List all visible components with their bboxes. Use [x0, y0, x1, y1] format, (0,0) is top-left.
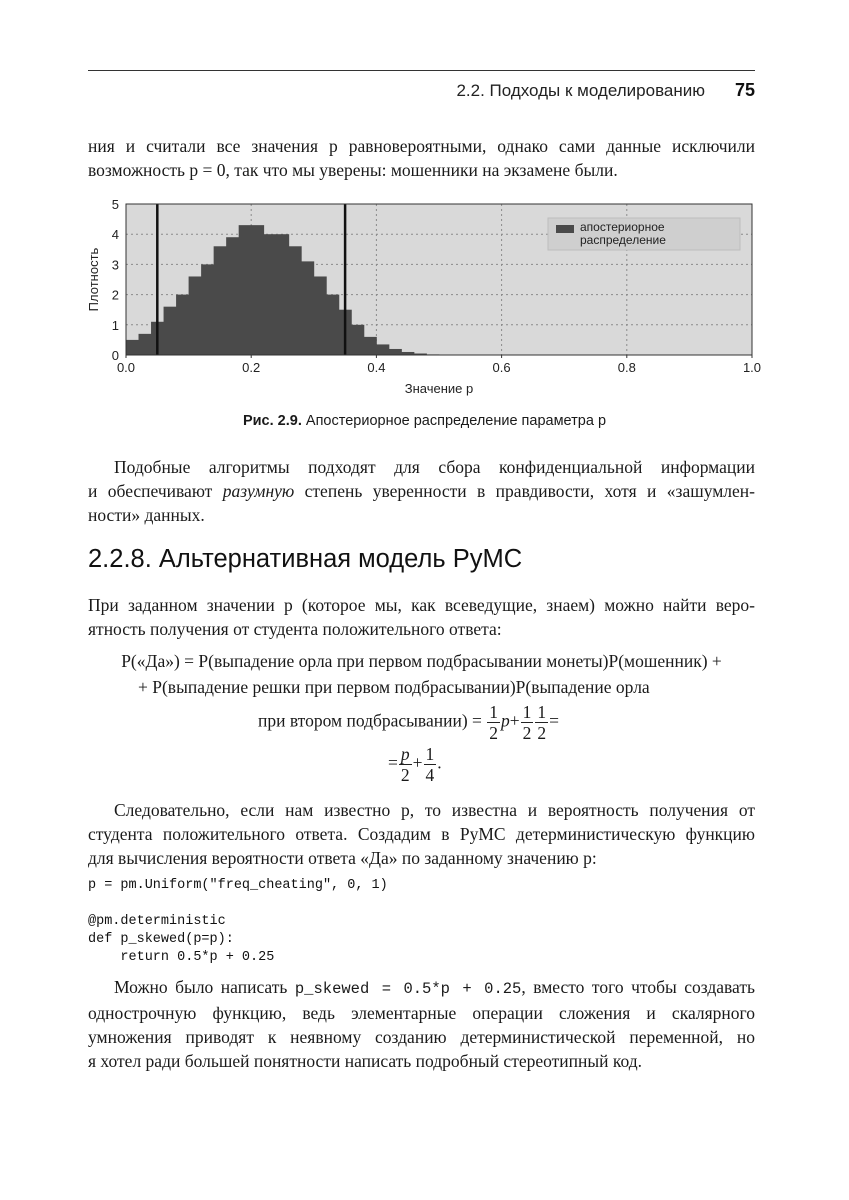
- fraction-half-a: $\frac{1}{2}$: [522, 702, 532, 743]
- para2-line-1: Подобные алгоритмы подходят для сбора конфиденциальной информации: [114, 457, 755, 477]
- formula-line-4: = $\frac{p}{2}$ + $\frac{1}{4}$ .: [388, 744, 442, 785]
- histogram-bar: [376, 344, 389, 355]
- y-tick-label: 2: [111, 287, 119, 303]
- y-tick-label: 0: [111, 348, 119, 363]
- posterior-histogram-chart: [82, 192, 762, 407]
- histogram-bar: [226, 237, 239, 355]
- histogram-bar: [251, 225, 264, 355]
- para5-line-1: [88, 975, 755, 1001]
- y-tick-label: 4: [111, 227, 119, 243]
- fraction-quarter: $\frac{1}{4}$: [425, 744, 435, 785]
- formula-var-p: p: [501, 710, 510, 731]
- para5-line-1a: Можно было написать: [114, 977, 295, 997]
- para5-line-1b: , вместо того чтобы создавать: [521, 977, 755, 997]
- para2-line-3: ности» данных.: [88, 505, 205, 525]
- paragraph-given-p: [88, 593, 755, 641]
- histogram-bar: [389, 349, 402, 355]
- para5-line-2: однострочную функцию, ведь элементарные операции сложения и скалярного: [88, 1003, 755, 1023]
- code-block: p = pm.Uniform("freq_cheating", 0, 1) @pm.deterministic def p_skewed(p=p): return 0.5*p + 0.25: [88, 878, 388, 965]
- histogram-bar: [239, 225, 252, 355]
- histogram-bar: [139, 334, 152, 355]
- histogram-bar: [351, 325, 364, 355]
- page-number: 75: [734, 80, 755, 100]
- x-tick-label: 0.4: [367, 360, 386, 375]
- paragraph-inline-alternative: [88, 975, 755, 1073]
- x-tick-label: 1.0: [742, 360, 762, 375]
- x-tick-label: 0.2: [242, 360, 261, 375]
- histogram-bar: [201, 264, 214, 355]
- histogram-bar: [326, 295, 339, 355]
- x-tick-label: 0.6: [492, 360, 511, 375]
- formula-line-3-text: при втором подбрасывании) =: [258, 710, 487, 731]
- x-tick-label: 0.0: [116, 360, 136, 375]
- para2-line-2b: степень уверенности в правдивости, хотя и «зашумлен-: [294, 481, 755, 501]
- y-axis-label: Плотность: [86, 247, 101, 312]
- x-tick-label: 0.8: [617, 360, 636, 375]
- fraction-p-over-2: $\frac{p}{2}$: [400, 744, 410, 785]
- legend-label: апостериорное: [580, 220, 665, 234]
- para3-line-2: ятность получения от студента положительного ответа:: [88, 619, 502, 639]
- figure-caption: [0, 413, 849, 429]
- histogram-bar: [264, 234, 277, 355]
- histogram-bar: [214, 246, 227, 355]
- histogram-bar: [189, 276, 202, 355]
- paragraph-pymc-function: [88, 798, 755, 870]
- para3-line-1: При заданном значении p (которое мы, как всеведущие, знаем) можно найти веро-: [88, 595, 755, 615]
- formula-line-2: + P(выпадение решки при первом подбрасывании)P(выпадение орла: [138, 677, 650, 697]
- intro-line-2: возможность p = 0, так что мы уверены: мошенники на экзамене были.: [88, 160, 618, 180]
- para5-line-4: я хотел ради большей понятности написать подробный стереотипный код.: [88, 1051, 643, 1071]
- header-title: 2.2. Подходы к моделированию: [456, 81, 705, 100]
- caption-text: Апостериорное распределение параметра p: [301, 413, 607, 429]
- intro-paragraph: [88, 134, 755, 182]
- para4-line-3: для вычисления вероятности ответа «Да» по заданному значению p:: [88, 848, 597, 868]
- histogram-bar: [126, 340, 139, 355]
- para5-line-3: умножения приводят к неявному созданию детерминистической переменной, но: [88, 1027, 755, 1047]
- intro-line-1: ния и считали все значения p равновероятными, однако сами данные исключили: [88, 136, 755, 156]
- y-tick-label: 5: [111, 197, 119, 212]
- histogram-bar: [289, 246, 302, 355]
- para2-emphasis: разумную: [222, 481, 295, 501]
- formula-line-1: P(«Да») = P(выпадение орла при первом подбрасывании монеты)P(мошенник) +: [121, 651, 722, 671]
- para2-line-2: [88, 479, 755, 503]
- inline-code: p_skewed = 0.5*p + 0.25: [294, 980, 522, 998]
- para4-line-1: Следовательно, если нам известно p, то известна и вероятность получения от: [114, 800, 755, 820]
- running-header: [88, 70, 755, 107]
- histogram-bar: [301, 261, 314, 355]
- section-heading: 2.2.8. Альтернативная модель PyMC: [88, 545, 523, 573]
- histogram-bar: [276, 234, 289, 355]
- paragraph-confidential: [88, 455, 755, 527]
- legend-label: распределение: [580, 233, 666, 247]
- y-tick-label: 3: [111, 257, 119, 273]
- para4-line-2: студента положительного ответа. Создадим в PyMC детерминистическую функцию: [88, 824, 755, 844]
- caption-label: Рис. 2.9.: [242, 413, 302, 429]
- legend-swatch: [556, 225, 574, 233]
- y-tick-label: 1: [111, 317, 119, 333]
- histogram-bar: [164, 307, 177, 355]
- formula-line-3: при втором подбрасывании) = $\frac{1}{2}$ p+ $\frac{1}{2}$ $\frac{1}{2}$ =: [258, 702, 560, 743]
- fraction-half-b: $\frac{1}{2}$: [537, 702, 547, 743]
- x-axis-label: Значение p: [404, 381, 474, 396]
- para2-line-2a: и обеспечивают: [88, 481, 223, 501]
- histogram-bar: [364, 337, 377, 355]
- fraction-half: $\frac{1}{2}$: [489, 702, 499, 743]
- histogram-bar: [176, 295, 189, 355]
- histogram-bar: [314, 276, 327, 355]
